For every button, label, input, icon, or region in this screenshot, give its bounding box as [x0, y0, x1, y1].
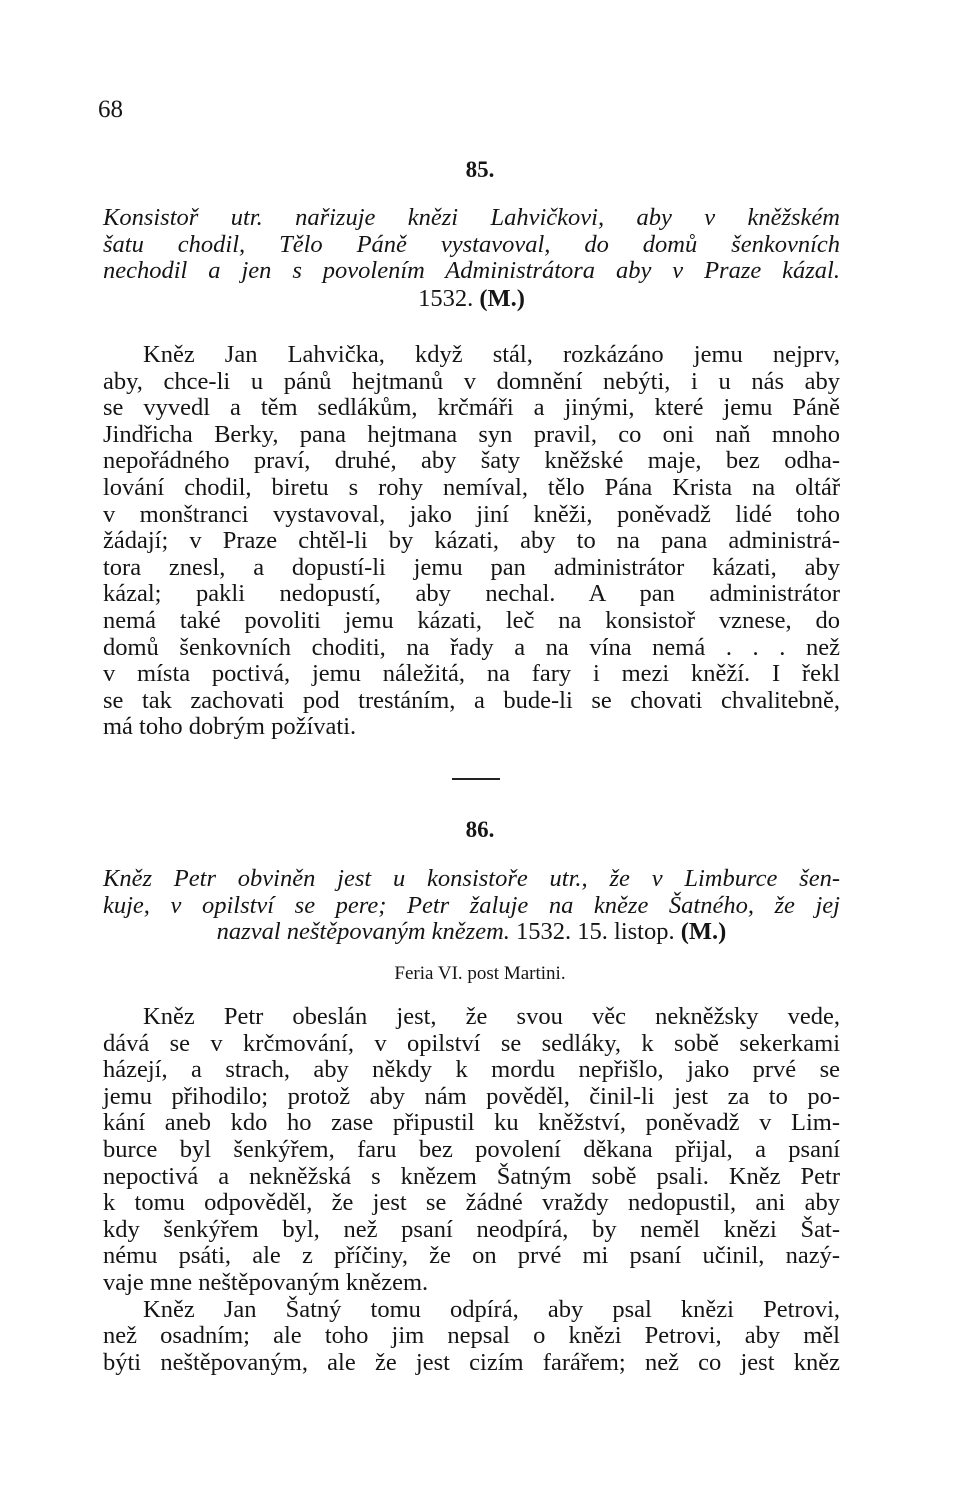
section-heading — [103, 866, 840, 919]
heading-last-italic: nazval neštěpovaným knězem. — [216, 918, 510, 945]
body-line: kdy šenkýřem byl, než psaní neodpírá, by neměl knězi Šat- — [103, 1215, 840, 1243]
heading-date: 1532. — [418, 285, 474, 312]
body-line: vaje mne neštěpovaným knězem. — [103, 1268, 429, 1296]
body-line: žádají; v Praze chtěl-li by kázati, aby to na pana administrá- — [103, 527, 840, 555]
body-line: v místa poctivá, jemu náležitá, na fary i mezi kněží. I řekl — [103, 660, 840, 688]
section-number: 86. — [465, 817, 495, 842]
body-line: v monštranci vystavoval, jako jiní kněži, poněvadž lidé toho — [103, 500, 840, 528]
heading-line: Kněz Petr obviněn jest u konsistoře utr., že v Limburce šen- — [103, 865, 840, 892]
body-line: lování chodil, biretu s rohy nemíval, tělo Pána Krista na oltář — [103, 473, 840, 501]
body-line: má toho dobrým požívati. — [103, 713, 357, 741]
source-marker: (M.) — [479, 285, 525, 312]
heading-line: kuje, v opilství se pere; Petr žaluje na kněze Šatného, že jej — [103, 891, 840, 919]
subheading: Feria VI. post Martini. — [394, 963, 566, 984]
body-line: burce byl šenkýřem, faru bez povolení děkana přijal, a psaní — [103, 1135, 840, 1163]
body-line: nepoctivá a nekněžská s knězem Šatným sobě psali. Kněz Petr — [103, 1162, 840, 1190]
section-heading — [103, 205, 840, 285]
body-line: Kněz Jan Lahvička, když stál, rozkázáno jemu nejprv, — [143, 341, 840, 368]
section-number: 85. — [465, 157, 495, 182]
heading-last-wrap — [103, 919, 840, 946]
body-line: domů šenkovních choditi, na řady a na vína nemá . . . než — [103, 633, 840, 661]
heading-date-wrap — [103, 286, 840, 313]
heading-date-line — [103, 919, 840, 946]
body-line: dává se v krčmování, v opilství se sedláky, k sobě sekerkami — [103, 1029, 840, 1057]
page-number: 68 — [98, 96, 123, 123]
body-line: se tak zachovati pod trestáním, a bude-li se chovati chvalitebně, — [103, 686, 840, 714]
heading-date-line — [103, 286, 840, 313]
body-line: než osadním; ale toho jim nepsal o knězi Petrovi, aby měl — [103, 1322, 840, 1350]
body-line: se vyvedl a těm sedlákům, krčmáři a jinými, které jemu Páně — [103, 394, 840, 422]
body-line: jemu přihodilo; protož aby nám pověděl, činil-li jest za to po- — [103, 1082, 840, 1110]
body-line: k tomu odpověděl, že jest se žádné vraždy nedopustil, ani aby — [103, 1189, 840, 1217]
body-line: býti neštěpovaným, ale že jest cizím farářem; než co jest kněz — [103, 1348, 840, 1376]
body-line: tora znesl, a dopustí-li jemu pan administrátor kázati, aby — [103, 553, 840, 581]
body-line: nemá také povoliti jemu kázati, leč na konsistoř vznese, do — [103, 606, 840, 634]
section-body — [103, 1004, 840, 1376]
body-line: Kněz Petr obeslán jest, že svou věc nekněžsky vede, — [143, 1003, 840, 1030]
source-marker: (M.) — [680, 918, 727, 945]
body-line: házejí, a strach, aby někdy k mordu nepřišlo, jako prvé se — [103, 1056, 840, 1084]
body-line: nepořádného praví, druhé, aby šaty kněžské maje, bez odha- — [103, 447, 840, 475]
heading-date: 1532. 15. listop. — [516, 918, 675, 945]
body-line: kání aneb kdo ho zase připustil ku kněžství, poněvadž v Lim- — [103, 1109, 840, 1137]
body-line: Kněz Jan Šatný tomu odpírá, aby psal knězi Petrovi, — [143, 1295, 840, 1323]
body-line: Jindřicha Berky, pana hejtmana syn pravil, co oni naň mnoho — [103, 420, 840, 448]
body-line: aby, chce-li u pánů hejtmanů v domnění nebýti, i u nás aby — [103, 367, 840, 395]
section-body — [103, 342, 840, 741]
heading-line: Konsistoř utr. nařizuje knězi Lahvičkovi, aby v kněžském — [103, 204, 840, 231]
section-separator — [452, 778, 500, 780]
body-line: kázal; pakli nedopustí, aby nechal. A pan administrátor — [103, 580, 840, 608]
body-line: nému psáti, ale z příčiny, že on prvé mi psaní učinil, nazý- — [103, 1242, 840, 1270]
heading-line: nechodil a jen s povolením Administrátora aby v Praze kázal. — [103, 257, 840, 285]
heading-line: šatu chodil, Tělo Páně vystavoval, do domů šenkovních — [103, 230, 840, 258]
